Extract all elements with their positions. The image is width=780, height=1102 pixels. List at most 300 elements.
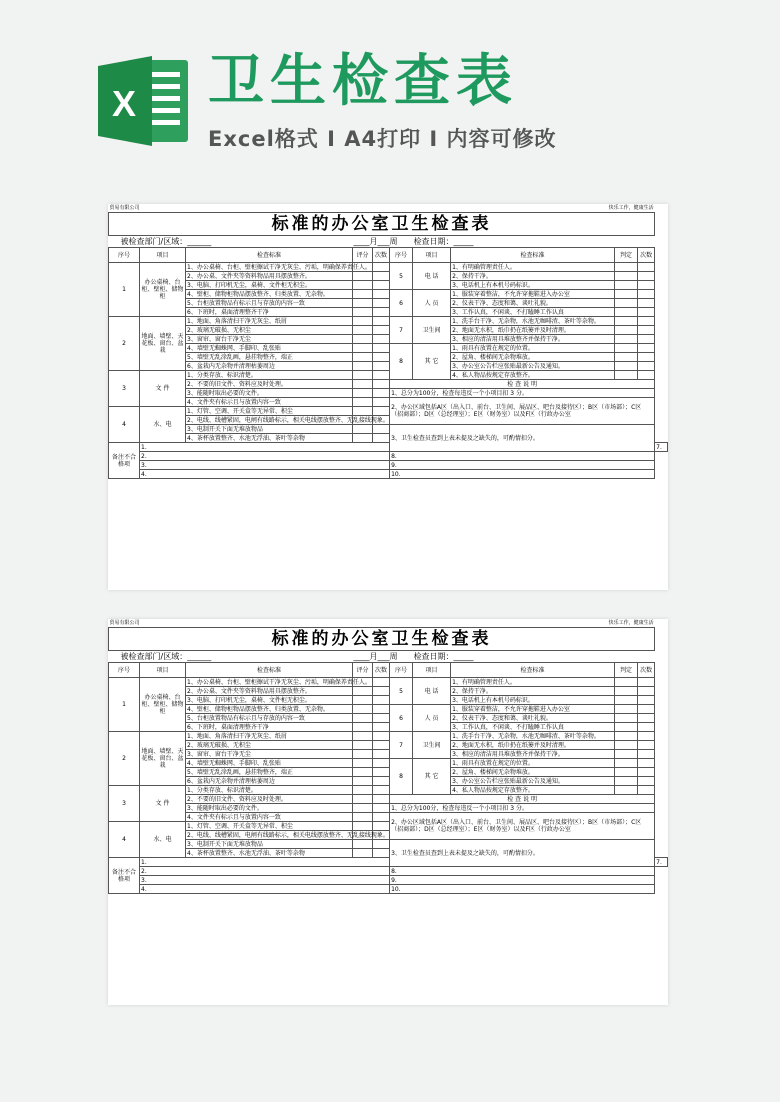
judge-cell (615, 732, 638, 741)
standard-line: 3、相应的清洁用具堆放整齐并保持干净。 (451, 335, 615, 344)
times-cell (638, 290, 655, 299)
section-item: 地面、墙壁、天花板、窗台、盆栽 (140, 732, 186, 786)
table-row (109, 308, 668, 317)
table-row (109, 723, 668, 732)
table-row (109, 663, 668, 678)
inspection-table (108, 619, 668, 894)
times-cell (638, 344, 655, 353)
date-label: 检查日期：_____ (413, 651, 655, 663)
standard-line: 2、不要的旧文件、资料应及时处理。 (186, 795, 353, 804)
section-number: 4 (109, 822, 140, 858)
table-row (109, 371, 668, 380)
standard-line: 2、办公桌、文件夹等资料物品用具摆放整齐。 (186, 687, 353, 696)
section-number: 4 (109, 407, 140, 443)
table-row (109, 398, 668, 407)
times-cell (373, 768, 390, 777)
standard-line: 6、下班时，桌面清理整齐干净 (186, 308, 353, 317)
standard-line: 2、电线、线槽紧固，电闸有线路标示，相关电线摆放整齐、无乱接线现象。 (187, 416, 389, 424)
standard-line: 2、屋角、楼梯间无杂物堆放。 (451, 768, 615, 777)
standard-line: 2、玻璃无破损、无积尘 (186, 741, 353, 750)
score-cell (353, 308, 373, 317)
times-cell (373, 840, 390, 849)
score-cell (353, 272, 373, 281)
section-item: 卫生间 (413, 317, 451, 344)
times-cell (373, 759, 390, 768)
times-cell (638, 714, 655, 723)
standard-line: 2、屋角、楼梯间无杂物堆放。 (451, 353, 615, 362)
judge-cell (615, 290, 638, 299)
table-row (109, 651, 668, 663)
remark-line: 1. (140, 858, 390, 867)
banner (0, 0, 780, 190)
table-row (109, 272, 668, 281)
remark-line: 2. (140, 452, 390, 461)
judge-cell (615, 299, 638, 308)
table-row (109, 768, 668, 777)
standard-line: 3、电脑、打印机无尘，桌椅、文件柜无积尘。 (186, 696, 353, 705)
score-cell (353, 344, 373, 353)
notes-title: 检 查 说 明 (390, 380, 655, 389)
section-number: 2 (109, 317, 140, 371)
remark-line: 7. (655, 858, 668, 867)
standard-line: 2、电线、线槽紧固，电闸有线路标示，相关电线摆放整齐、无乱接线现象。 (187, 831, 389, 839)
table-row (109, 804, 668, 813)
table-row (109, 299, 668, 308)
standard-line: 2、不要的旧文件、资料应及时处理。 (186, 380, 353, 389)
standard-line: 3、办公室公告栏应张贴最新公告及通知。 (451, 362, 615, 371)
times-cell (373, 326, 390, 335)
score-cell (353, 335, 373, 344)
standard-line: 4、私人物品按规定存放整齐。 (451, 786, 615, 795)
table-row (109, 362, 668, 371)
times-cell (373, 741, 390, 750)
score-cell (353, 687, 373, 696)
times-cell (638, 696, 655, 705)
column-header: 序号 (390, 663, 413, 678)
remark-line: 3. (140, 461, 390, 470)
table-row (109, 263, 668, 272)
times-cell (638, 705, 655, 714)
standard-line: 1、办公桌椅、台柜、壁柜擦试干净无灰尘、污垢，明确保养责任人。 (187, 678, 371, 686)
standard-line: 3、电话机上有本机号码标识。 (451, 281, 615, 290)
table-row (109, 876, 668, 885)
dept-label: 被检查部门/区域：______ (109, 236, 353, 248)
score-cell (353, 353, 373, 362)
judge-cell (615, 308, 638, 317)
times-cell (373, 714, 390, 723)
times-cell (638, 263, 655, 272)
section-item: 办公桌椅、台柜、壁柜、储物柜 (140, 678, 186, 732)
times-cell (373, 299, 390, 308)
times-cell (373, 362, 390, 371)
judge-cell (615, 741, 638, 750)
page-subtitle: Excel格式 I A4打印 I 内容可修改 (208, 127, 557, 151)
times-cell (373, 335, 390, 344)
table-row (109, 425, 668, 434)
score-cell (353, 849, 373, 858)
times-cell (638, 335, 655, 344)
unqualified-label: 备注不合格项 (109, 443, 140, 479)
standard-line: 4、文件夹有标示且与放置内容一致 (186, 813, 353, 822)
sheet-preview-2 (108, 619, 668, 1005)
score-cell (353, 407, 373, 416)
standard-line: 2、地面无水积，纸巾扔在纸篓并及时清理。 (451, 741, 615, 750)
standard-line: 4、壁柜、储物柜物品摆放整齐、归类放置、无杂物。 (186, 705, 353, 714)
table-row (109, 678, 668, 687)
column-header: 检查标准 (186, 663, 353, 678)
table-row (109, 326, 668, 335)
remark-line: 1. (140, 443, 390, 452)
page-title: 卫生检查表 (208, 49, 518, 114)
times-cell (638, 362, 655, 371)
judge-cell (615, 317, 638, 326)
score-cell (353, 840, 373, 849)
table-row (109, 867, 668, 876)
times-cell (638, 678, 655, 687)
unqualified-label: 备注不合格项 (109, 858, 140, 894)
judge-cell (615, 723, 638, 732)
standard-line: 6、下班时，桌面清理整齐干净 (186, 723, 353, 732)
notes-title: 检 查 说 明 (390, 795, 655, 804)
score-cell (353, 777, 373, 786)
section-number: 3 (109, 371, 140, 407)
section-number: 1 (109, 678, 140, 732)
table-row (109, 840, 668, 849)
table-row (109, 759, 668, 768)
score-cell (353, 281, 373, 290)
judge-cell (615, 714, 638, 723)
column-header: 检查标准 (186, 248, 353, 263)
standard-line: 6、盆栽内无杂物并清理枯萎周边 (186, 777, 353, 786)
section-item: 其 它 (413, 759, 451, 795)
standard-line: 1、灯管、空调、开关盒等无异常、积尘 (186, 822, 353, 831)
judge-cell (615, 353, 638, 362)
table-row (109, 344, 668, 353)
judge-cell (615, 344, 638, 353)
column-header: 检查标准 (451, 248, 615, 263)
score-cell (353, 705, 373, 714)
judge-cell (615, 362, 638, 371)
table-row (109, 204, 668, 213)
column-header: 项目 (140, 663, 186, 678)
remark-line: 7. (655, 443, 668, 452)
standard-line: 4、壁柜、储物柜物品摆放整齐、归类放置、无杂物。 (186, 290, 353, 299)
section-number: 6 (390, 290, 413, 317)
remark-line: 10. (390, 470, 655, 479)
times-cell (638, 281, 655, 290)
table-row (109, 714, 668, 723)
times-cell (373, 795, 390, 804)
column-header: 次数 (638, 248, 655, 263)
times-cell (373, 849, 390, 858)
times-cell (373, 813, 390, 822)
table-row (109, 885, 668, 894)
times-cell (638, 750, 655, 759)
times-cell (638, 353, 655, 362)
table-row (109, 248, 668, 263)
score-cell (353, 786, 373, 795)
column-header: 判定 (615, 248, 638, 263)
section-number: 7 (390, 732, 413, 759)
times-cell (373, 380, 390, 389)
date-label: 检查日期：_____ (413, 236, 655, 248)
times-cell (638, 317, 655, 326)
times-cell (373, 344, 390, 353)
standard-line: 1、有明确管理责任人。 (451, 263, 615, 272)
table-row (109, 732, 668, 741)
section-item: 文 件 (140, 786, 186, 822)
standard-line: 1、办公桌椅、台柜、壁柜擦试干净无灰尘、污垢，明确保养责任人。 (187, 263, 371, 271)
table-row (109, 777, 668, 786)
section-number: 7 (390, 317, 413, 344)
section-number: 8 (390, 344, 413, 380)
remark-line: 9. (390, 461, 655, 470)
judge-cell (615, 272, 638, 281)
times-cell (373, 353, 390, 362)
standard-line: 6、盆栽内无杂物并清理枯萎周边 (186, 362, 353, 371)
times-cell (638, 786, 655, 795)
table-row (109, 389, 668, 398)
note-line: 2、办公区域包括A区（出入口、前台、卫生间、展品区、吧台及接待区）；B区（市场部）；C区（招商部）；D区（总经理室）；E区（财务室）以及F区（行政办公室 (390, 813, 655, 840)
section-item: 水、电 (140, 822, 186, 858)
column-header: 次数 (373, 663, 390, 678)
score-cell (353, 714, 373, 723)
standard-line: 5、台柜放置物品有标示且与存放的内容一致 (186, 714, 353, 723)
times-cell (373, 281, 390, 290)
times-cell (373, 263, 390, 272)
score-cell (353, 290, 373, 299)
judge-cell (615, 263, 638, 272)
times-cell (373, 705, 390, 714)
section-number: 1 (109, 263, 140, 317)
table-row (109, 628, 668, 651)
score-cell (353, 723, 373, 732)
section-number: 6 (390, 705, 413, 732)
standard-line: 3、办公室公告栏应张贴最新公告及通知。 (451, 777, 615, 786)
month-week: ____月___周 (353, 236, 413, 248)
standard-line: 1、服装穿着整洁，不允许穿拖鞋进入办公室 (451, 705, 615, 714)
standard-line: 2、仪表干净、态度和蔼、谈吐礼貌。 (451, 714, 615, 723)
times-cell (638, 308, 655, 317)
times-cell (373, 398, 390, 407)
times-cell (373, 308, 390, 317)
times-cell (373, 317, 390, 326)
times-cell (373, 786, 390, 795)
section-item: 电 话 (413, 678, 451, 705)
score-cell (353, 822, 373, 831)
score-cell (353, 434, 373, 443)
remark-line: 8. (390, 867, 655, 876)
column-header: 项目 (140, 248, 186, 263)
standard-line: 3、相应的清洁用具堆放整齐并保持干净。 (451, 750, 615, 759)
section-item: 人 员 (413, 290, 451, 317)
standard-line: 5、台柜放置物品有标示且与存放的内容一致 (186, 299, 353, 308)
judge-cell (615, 335, 638, 344)
section-item: 其 它 (413, 344, 451, 380)
doc-title: 标准的办公室卫生检查表 (109, 628, 655, 651)
standard-line: 1、雨具有放置在规定的位置。 (451, 759, 615, 768)
remark-line: 4. (140, 470, 390, 479)
score-cell (353, 768, 373, 777)
standard-line: 4、茶杯放置整齐、水池无浮油、茶叶等杂物 (186, 849, 353, 858)
standard-line: 3、能随时取出必要的文件。 (186, 804, 353, 813)
score-cell (353, 380, 373, 389)
table-row (109, 696, 668, 705)
judge-cell (615, 678, 638, 687)
times-cell (638, 759, 655, 768)
judge-cell (615, 687, 638, 696)
standard-line: 1、地面、角落清扫干净无灰尘、纸屑 (186, 317, 353, 326)
table-row (109, 353, 668, 362)
times-cell (373, 272, 390, 281)
standard-line: 1、分类存放、标识清楚。 (186, 786, 353, 795)
standard-line: 4、墙壁无蜘蛛网、手脚印、乱张贴 (186, 759, 353, 768)
times-cell (373, 407, 390, 416)
score-cell (353, 732, 373, 741)
column-header: 项目 (413, 248, 451, 263)
standard-line: 1、地面、角落清扫干净无灰尘、纸屑 (186, 732, 353, 741)
note-line: 2、办公区域包括A区（出入口、前台、卫生间、展品区、吧台及接待区）；B区（市场部）；C区（招商部）；D区（总经理室）；E区（财务室）以及F区（行政办公室 (390, 398, 655, 425)
standard-line: 2、地面无水积，纸巾扔在纸篓并及时清理。 (451, 326, 615, 335)
table-row (109, 795, 668, 804)
column-header: 序号 (109, 663, 140, 678)
judge-cell (615, 759, 638, 768)
times-cell (638, 326, 655, 335)
company-name: 贸易有限公司 (109, 619, 390, 628)
judge-cell (615, 696, 638, 705)
remark-line: 4. (140, 885, 390, 894)
times-cell (373, 750, 390, 759)
times-cell (638, 741, 655, 750)
times-cell (638, 723, 655, 732)
column-header: 序号 (390, 248, 413, 263)
note-line: 1、总分为100分，检查每违反一个小项目扣 3 分。 (390, 389, 655, 398)
standard-line: 5、墙壁无乱涂乱画，悬挂物整齐，端正 (186, 768, 353, 777)
table-row (109, 281, 668, 290)
section-item: 文 件 (140, 371, 186, 407)
table-row (109, 452, 668, 461)
times-cell (373, 777, 390, 786)
standard-line: 1、雨具有放置在规定的位置。 (451, 344, 615, 353)
table-row (109, 290, 668, 299)
judge-cell (615, 281, 638, 290)
standard-line: 3、能随时取出必要的文件。 (186, 389, 353, 398)
times-cell (373, 434, 390, 443)
excel-logo-icon (98, 52, 190, 150)
inspection-table (108, 204, 668, 479)
judge-cell (615, 371, 638, 380)
column-header: 评分 (353, 663, 373, 678)
score-cell (353, 398, 373, 407)
standard-line: 5、墙壁无乱涂乱画，悬挂物整齐，端正 (186, 353, 353, 362)
standard-line: 4、墙壁无蜘蛛网、手脚印、乱张贴 (186, 344, 353, 353)
score-cell (353, 759, 373, 768)
score-cell (353, 795, 373, 804)
standard-line: 1、洗手台干净、无杂物，水池无咖啡渣、茶叶等杂物。 (451, 732, 615, 741)
section-item: 卫生间 (413, 732, 451, 759)
standard-line: 3、工作认真，不闲谈、不打瞌睡工作认真 (451, 308, 615, 317)
score-cell (353, 804, 373, 813)
remark-line: 8. (390, 452, 655, 461)
standard-line: 3、电话机上有本机号码标识。 (451, 696, 615, 705)
judge-cell (615, 326, 638, 335)
section-item: 地面、墙壁、天花板、窗台、盆栽 (140, 317, 186, 371)
doc-title: 标准的办公室卫生检查表 (109, 213, 655, 236)
times-cell (373, 425, 390, 434)
score-cell (353, 326, 373, 335)
times-cell (638, 371, 655, 380)
standard-line: 3、窗帘、窗台干净无尘 (186, 335, 353, 344)
table-row (109, 470, 668, 479)
section-number: 2 (109, 732, 140, 786)
table-row (109, 786, 668, 795)
times-cell (638, 732, 655, 741)
section-item: 电 话 (413, 263, 451, 290)
times-cell (373, 678, 390, 687)
score-cell (353, 813, 373, 822)
column-header: 评分 (353, 248, 373, 263)
score-cell (353, 696, 373, 705)
remark-line: 2. (140, 867, 390, 876)
table-row (109, 687, 668, 696)
month-week: ____月___周 (353, 651, 413, 663)
remark-line: 9. (390, 876, 655, 885)
score-cell (353, 317, 373, 326)
table-row (109, 461, 668, 470)
score-cell (353, 750, 373, 759)
standard-line: 3、电制开关下面无堆放物品 (186, 425, 353, 434)
column-header: 序号 (109, 248, 140, 263)
remark-line: 3. (140, 876, 390, 885)
times-cell (373, 804, 390, 813)
column-header: 次数 (638, 663, 655, 678)
remark-line: 10. (390, 885, 655, 894)
sheet-preview-1 (108, 204, 668, 590)
times-cell (373, 723, 390, 732)
times-cell (638, 768, 655, 777)
standard-line: 3、工作认真，不闲谈、不打瞌睡工作认真 (451, 723, 615, 732)
table-row (109, 741, 668, 750)
svg-text:X: X (111, 83, 137, 124)
judge-cell (615, 768, 638, 777)
judge-cell (615, 786, 638, 795)
standard-line: 3、窗帘、窗台干净无尘 (186, 750, 353, 759)
times-cell (638, 299, 655, 308)
score-cell (353, 425, 373, 434)
standard-line: 1、洗手台干净、无杂物，水池无咖啡渣、茶叶等杂物。 (451, 317, 615, 326)
standard-line: 2、仪表干净、态度和蔼、谈吐礼貌。 (451, 299, 615, 308)
score-cell (353, 389, 373, 398)
times-cell (638, 687, 655, 696)
judge-cell (615, 750, 638, 759)
table-row (109, 236, 668, 248)
standard-line: 1、灯管、空调、开关盒等无异常、积尘 (186, 407, 353, 416)
judge-cell (615, 777, 638, 786)
table-row (109, 335, 668, 344)
company-name: 贸易有限公司 (109, 204, 390, 213)
note-line: 3、卫生检查员查到上表未提及之缺失的，可酌情扣分。 (390, 425, 655, 452)
section-number: 3 (109, 786, 140, 822)
score-cell (353, 371, 373, 380)
table-row (109, 705, 668, 714)
times-cell (373, 389, 390, 398)
column-header: 次数 (373, 248, 390, 263)
times-cell (373, 822, 390, 831)
standard-line: 1、服装穿着整洁，不允许穿拖鞋进入办公室 (451, 290, 615, 299)
motto: 快乐工作，健康生活 (390, 204, 655, 213)
column-header: 检查标准 (451, 663, 615, 678)
judge-cell (615, 705, 638, 714)
